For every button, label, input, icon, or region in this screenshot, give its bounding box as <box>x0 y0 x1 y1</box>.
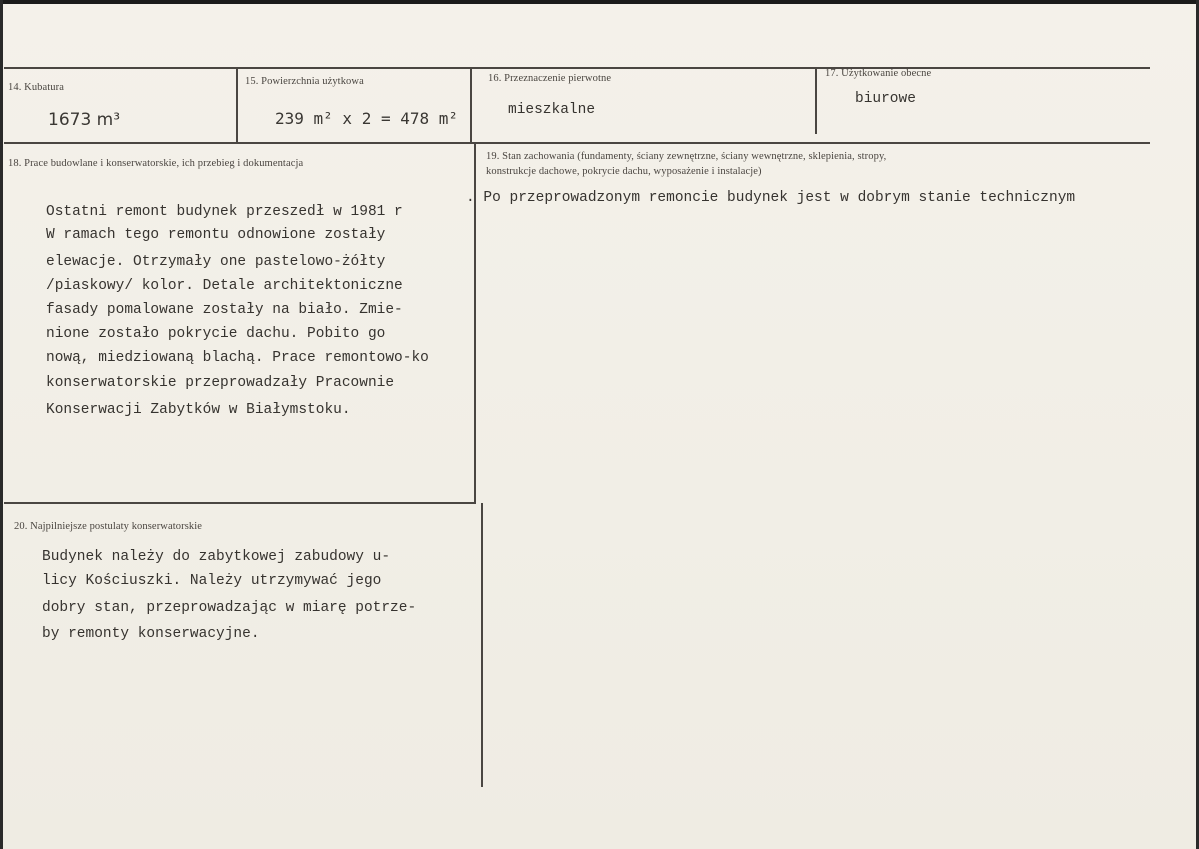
field-18-line-7: nową, miedziowaną blachą. Prace remontowo-ko <box>46 350 429 366</box>
field-18-label: 18. Prace budowlane i konserwatorskie, ich przebieg i dokumentacja <box>8 158 304 169</box>
field-20-line-2: licy Kościuszki. Należy utrzymywać jego <box>42 573 382 589</box>
field-19-label-line-1: 19. Stan zachowania (fundamenty, ściany zewnętrzne, ściany wewnętrzne, sklepienia, stropy, <box>486 151 887 162</box>
field-20-line-4: by remonty konserwacyjne. <box>42 626 260 642</box>
rule-row2-bottom <box>4 502 476 504</box>
field-17-label: 17. Użytkowanie obecne <box>825 68 932 79</box>
field-20-label: 20. Najpilniejsze postulaty konserwatorskie <box>14 521 203 532</box>
rule-top <box>4 67 1150 69</box>
field-18-line-6: nione zostało pokrycie dachu. Pobito go <box>46 326 386 342</box>
field-20-line-3: dobry stan, przeprowadzając w miarę potrze- <box>42 600 417 616</box>
field-18-line-2: W ramach tego remontu odnowione zostały <box>46 227 386 243</box>
field-15-value: 239 m² x 2 = 478 m² <box>275 109 459 128</box>
field-17-value: biurowe <box>855 91 916 107</box>
field-15-label: 15. Powierzchnia użytkowa <box>245 76 364 87</box>
card-left-edge <box>0 0 3 849</box>
field-14-label: 14. Kubatura <box>8 82 65 93</box>
field-18-line-9: Konserwacji Zabytków w Białymstoku. <box>46 402 351 418</box>
field-18-line-3: elewacje. Otrzymały one pastelowo-żółty <box>46 254 386 270</box>
divider-20-19 <box>481 503 483 787</box>
field-19-value: . Po przeprowadzonym remoncie budynek jest w dobrym stanie technicznym <box>466 190 1076 206</box>
field-19-label-line-2: konstrukcje dachowe, pokrycie dachu, wyposażenie i instalacje) <box>486 166 762 177</box>
divider-16-17 <box>815 67 817 134</box>
divider-14-15 <box>236 67 238 143</box>
field-18-line-8: konserwatorskie przeprowadzały Pracownie <box>46 375 395 391</box>
field-16-value: mieszkalne <box>508 102 596 118</box>
field-18-line-4: /piaskowy/ kolor. Detale architektoniczne <box>46 278 403 294</box>
divider-15-16 <box>470 67 472 143</box>
field-14-value: 1673 m³ <box>48 110 121 130</box>
rule-row1-bottom <box>4 142 1150 144</box>
card-top-edge <box>0 0 1199 4</box>
field-18-line-5: fasady pomalowane zostały na biało. Zmie- <box>46 302 403 318</box>
field-16-label: 16. Przeznaczenie pierwotne <box>488 73 612 84</box>
field-20-line-1: Budynek należy do zabytkowej zabudowy u- <box>42 549 391 565</box>
field-18-line-1: Ostatni remont budynek przeszedł w 1981 r <box>46 204 403 220</box>
